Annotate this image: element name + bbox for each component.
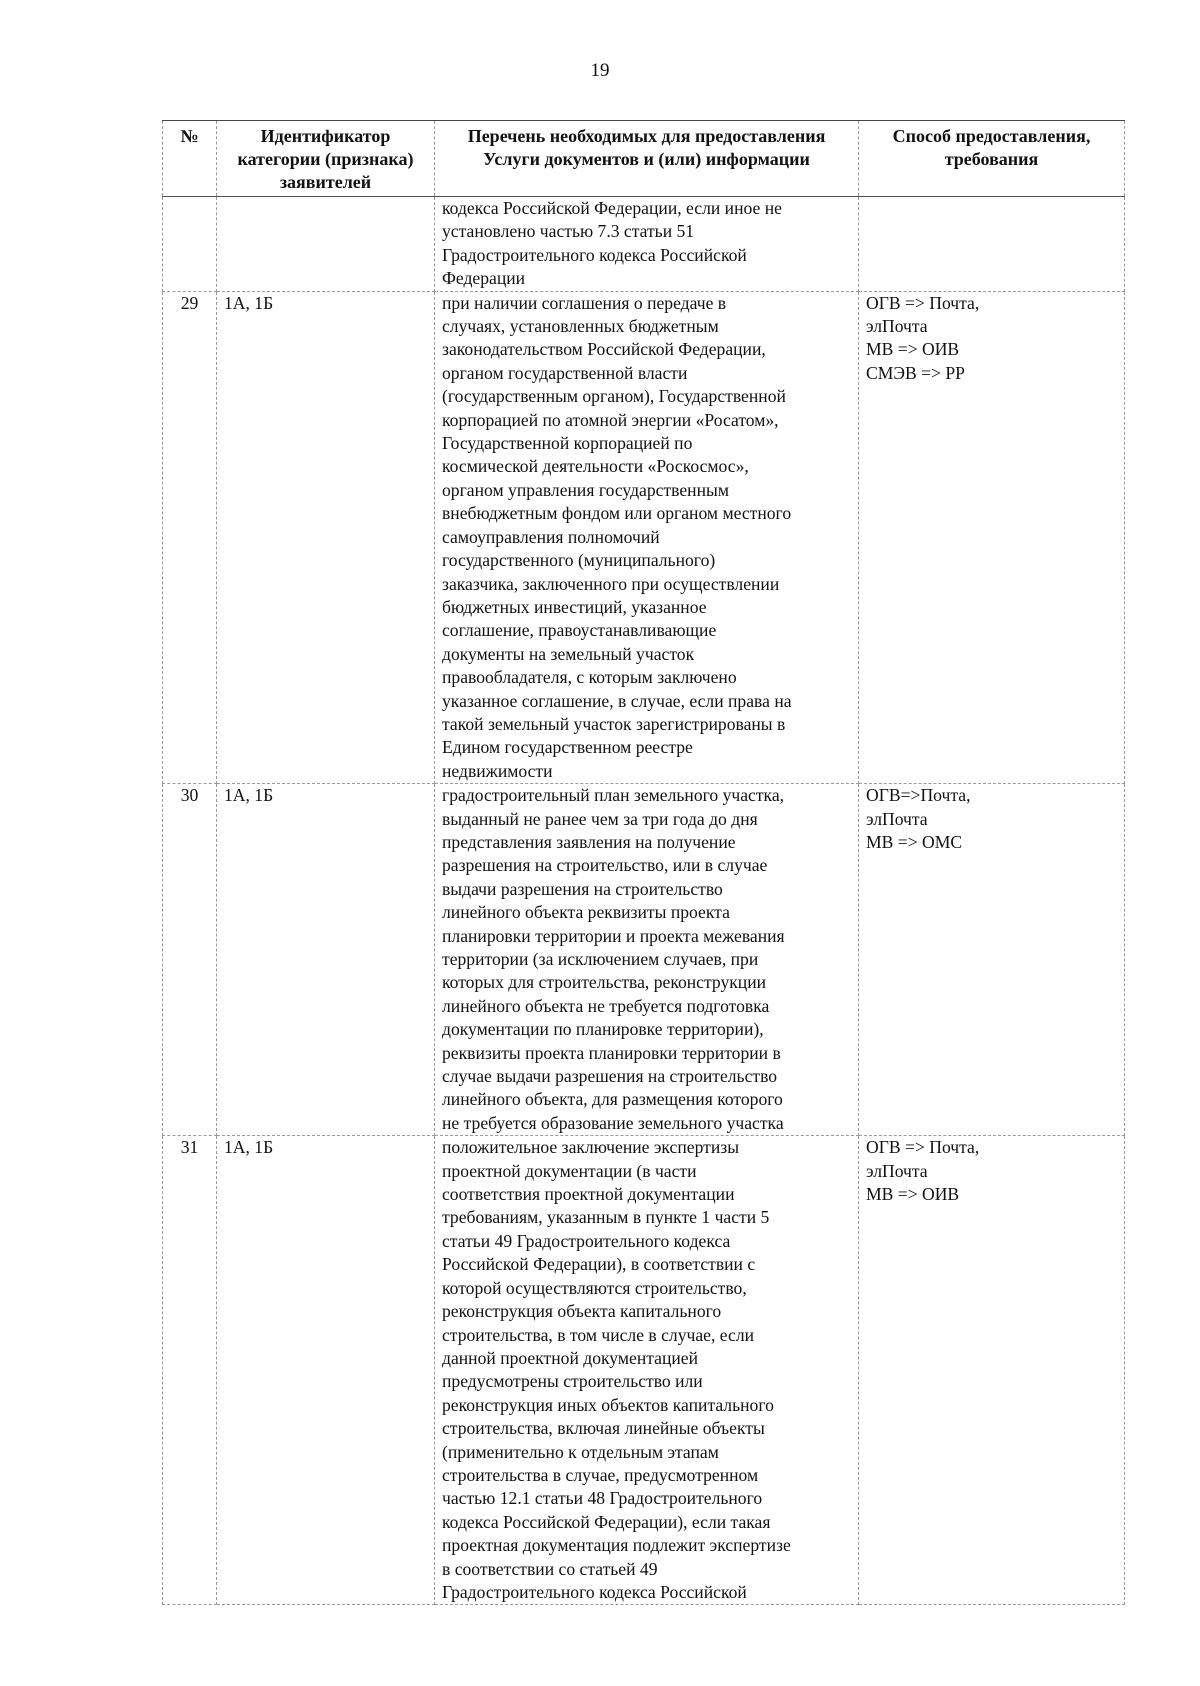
row-documents: при наличии соглашения о передаче в случаях, установленных бюджетным законодательством Российской Федерации, органом государственной власти (государственным органом), Государственной корпорацией по атомной энергии «Росатом», Государственной корпорацией по космической деятельности «Роскосмос», органом управления государственным внебюджетным фондом или органом местного самоуправления полномочий государственного (муниципального) заказчика, заключенного при осуществлении бюджетных инвестиций, указанное соглашение, правоустанавливающие документы на земельный участок правообладателя, с которым заключено указанное соглашение, в случае, если права на такой земельный участок зарегистрированы в Едином государственном реестре недвижимости [435,291,859,784]
row-method: ОГВ=>Почта, элПочта МВ => ОМС [859,784,1125,1136]
table-row-31 [163,1136,1125,1605]
table-row-continuation [163,197,1125,292]
row-method: ОГВ => Почта, элПочта МВ => ОИВ СМЭВ => РР [859,291,1125,784]
table-row-29 [163,291,1125,784]
services-documents-table [162,120,1125,1605]
row-category [217,197,435,292]
row-number: 29 [163,291,217,784]
row-documents: положительное заключение экспертизы проектной документации (в части соответствия проектной документации требованиям, указанным в пункте 1 части 5 статьи 49 Градостроительного кодекса Российской Федерации), в соответствии с которой осуществляются строительство, реконструкция объекта капитального строительства, в том числе в случае, если данной проектной документацией предусмотрены строительство или реконструкция иных объектов капитального строительства, включая линейные объекты (применительно к отдельным этапам строительства в случае, предусмотренном частью 12.1 статьи 48 Градостроительного кодекса Российской Федерации), если такая проектная документация подлежит экспертизе в соответствии со статьей 49 Градостроительного кодекса Российской [435,1136,859,1605]
row-category: 1А, 1Б [217,1136,435,1605]
header-documents: Перечень необходимых для предоставления Услуги документов и (или) информации [435,121,859,197]
header-category: Идентификатор категории (признака) заявителей [217,121,435,197]
row-documents: градостроительный план земельного участка, выданный не ранее чем за три года до дня представления заявления на получение разрешения на строительство, или в случае выдачи разрешения на строительство линейного объекта реквизиты проекта планировки территории и проекта межевания территории (за исключением случаев, при которых для строительства, реконструкции линейного объекта не требуется подготовка документации по планировке территории), реквизиты проекта планировки территории в случае выдачи разрешения на строительство линейного объекта, для размещения которого не требуется образование земельного участка [435,784,859,1136]
page-number: 19 [590,60,610,81]
row-documents: кодекса Российской Федерации, если иное не установлено частью 7.3 статьи 51 Градостроительного кодекса Российской Федерации [435,197,859,292]
table-body [163,197,1125,1605]
header-row [163,121,1125,197]
table-row-30 [163,784,1125,1136]
row-method: ОГВ => Почта, элПочта МВ => ОИВ [859,1136,1125,1605]
row-number [163,197,217,292]
header-method: Способ предоставления, требования [859,121,1125,197]
row-method [859,197,1125,292]
row-number: 31 [163,1136,217,1605]
row-number: 30 [163,784,217,1136]
row-category: 1А, 1Б [217,291,435,784]
row-category: 1А, 1Б [217,784,435,1136]
header-number: № [163,121,217,197]
table-header [163,121,1125,197]
